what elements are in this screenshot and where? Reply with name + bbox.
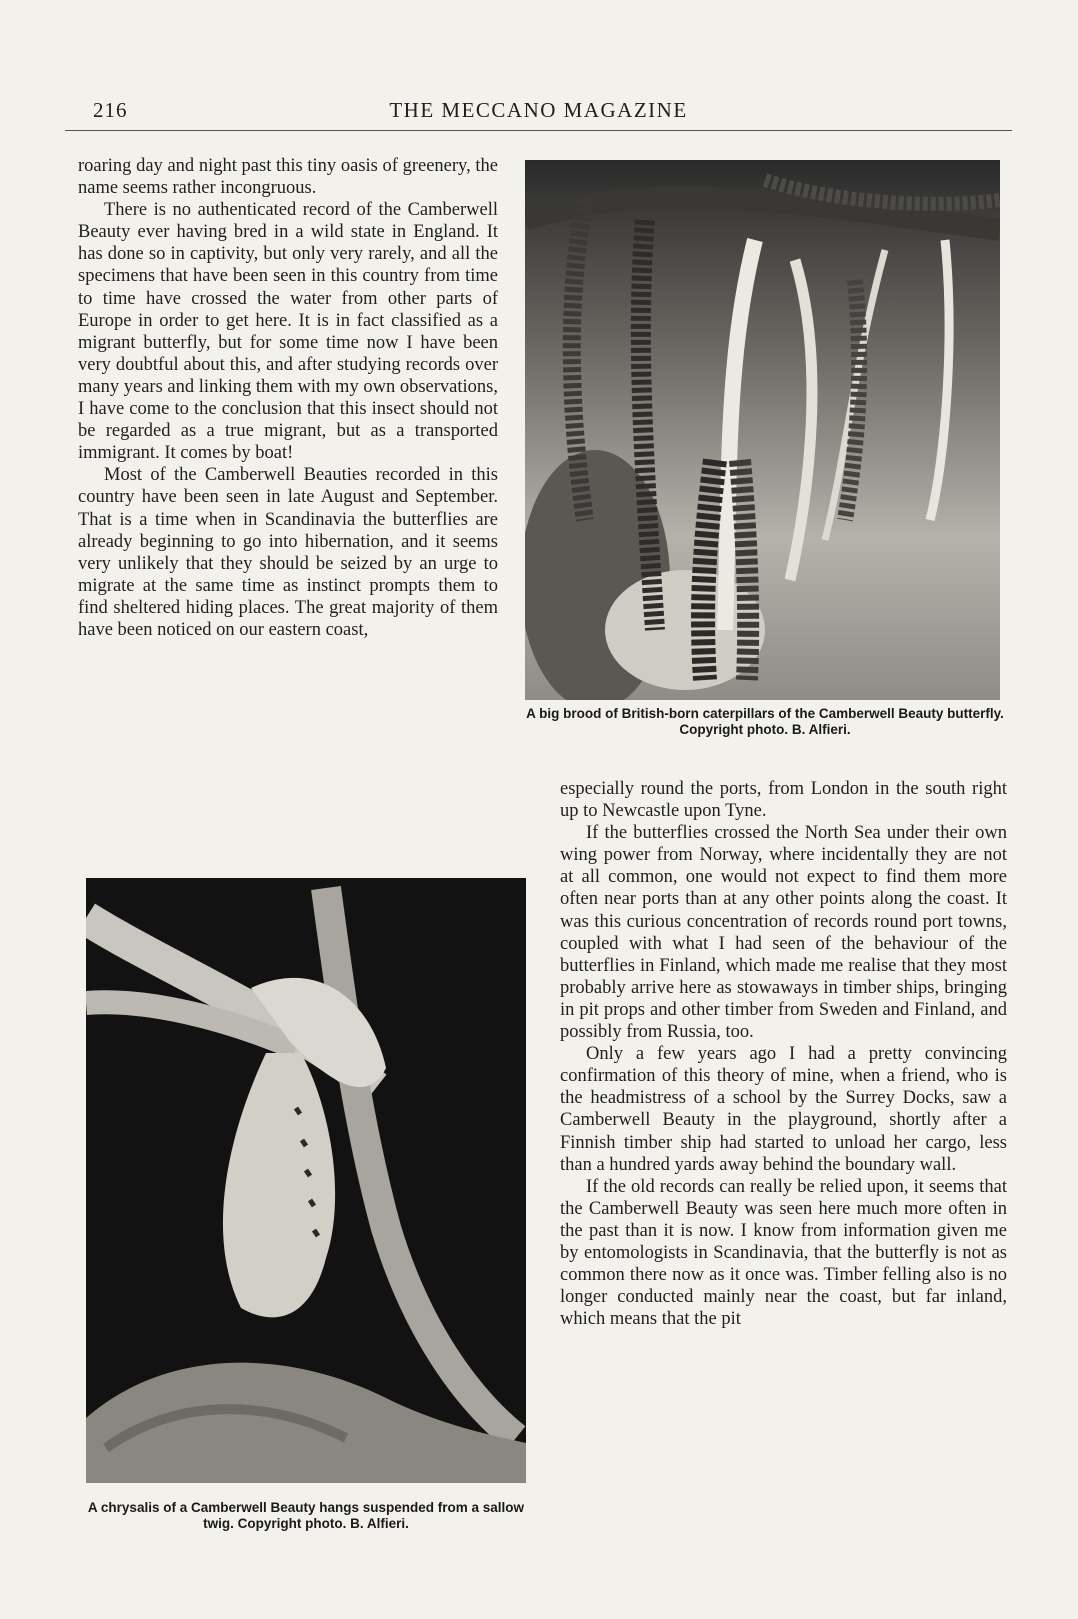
paragraph: Most of the Camberwell Beauties recorded in this country have been seen in late August and September. That is a time when in Scandinavia the butterflies are already beginning to go into hibernation, and it seems very unlikely that they should be seized by an urge to migrate at the same time as instinct prompts them to find sheltered hiding places. The great majority of them have been noticed on our eastern coast, bbox=[78, 465, 498, 640]
caterpillars-caption: A big brood of British-born caterpillars of the Camberwell Beauty butterfly. Copyright photo. B. Alfieri. bbox=[526, 706, 1004, 737]
paragraph: If the butterflies crossed the North Sea under their own wing power from Norway, where incidentally they are not at all common, one would not expect to find them more often near ports than at any other points along the coast. It was this curious concentration of records round port towns, coupled with what I had seen of the behaviour of the butterflies in Finland, which made me realise that they most probably arrive here as stowaways in timber ships, bringing in pit props and other timber from Sweden and Finland, and possibly from Russia, too. bbox=[560, 823, 1007, 1043]
caterpillars-photo-image bbox=[525, 160, 1000, 700]
paragraph: Only a few years ago I had a pretty convincing confirmation of this theory of mine, when a friend, who is the headmistress of a school by the Surrey Docks, saw a Camberwell Beauty in the playground, shortly after a Finnish timber ship had started to unload her cargo, less than a hundred yards away behind the boundary wall. bbox=[560, 1044, 1007, 1175]
paragraph: especially round the ports, from London in the south right up to Newcastle upon Tyne. bbox=[560, 779, 1007, 822]
chrysalis-caption: A chrysalis of a Camberwell Beauty hangs suspended from a sallow twig. Copyright photo. B. Alfieri. bbox=[87, 1500, 525, 1531]
chrysalis-photo bbox=[86, 878, 526, 1483]
chrysalis-photo-image bbox=[86, 878, 526, 1483]
paragraph: There is no authenticated record of the Camberwell Beauty ever having bred in a wild state in England. It has done so in captivity, but only very rarely, and all the specimens that have been seen in this country from time to time have crossed the water from other parts of Europe in order to get here. It is in fact classified as a migrant butterfly, but for some time now I have been very doubtful about this, and after studying records over many years and linking them with my own observations, I have come to the conclusion that this insect should not be regarded as a true migrant, but as a transported immigrant. It comes by boat! bbox=[78, 200, 498, 464]
page-number: 216 bbox=[93, 98, 128, 122]
magazine-title: THE MECCANO MAGAZINE bbox=[389, 98, 688, 122]
right-text-column bbox=[560, 778, 1007, 1330]
paragraph: roaring day and night past this tiny oasis of greenery, the name seems rather incongruous. bbox=[78, 156, 498, 199]
page-header bbox=[65, 96, 1012, 131]
paragraph: If the old records can really be relied upon, it seems that the Camberwell Beauty was seen here much more often in the past than it is now. I know from information given me by entomologists in Scandinavia, that the butterfly is not as common there now as it once was. Timber felling also is no longer conducted mainly near the coast, but far inland, which means that the pit bbox=[560, 1176, 1007, 1330]
caterpillars-photo bbox=[525, 160, 1000, 700]
left-text-column bbox=[78, 155, 498, 641]
